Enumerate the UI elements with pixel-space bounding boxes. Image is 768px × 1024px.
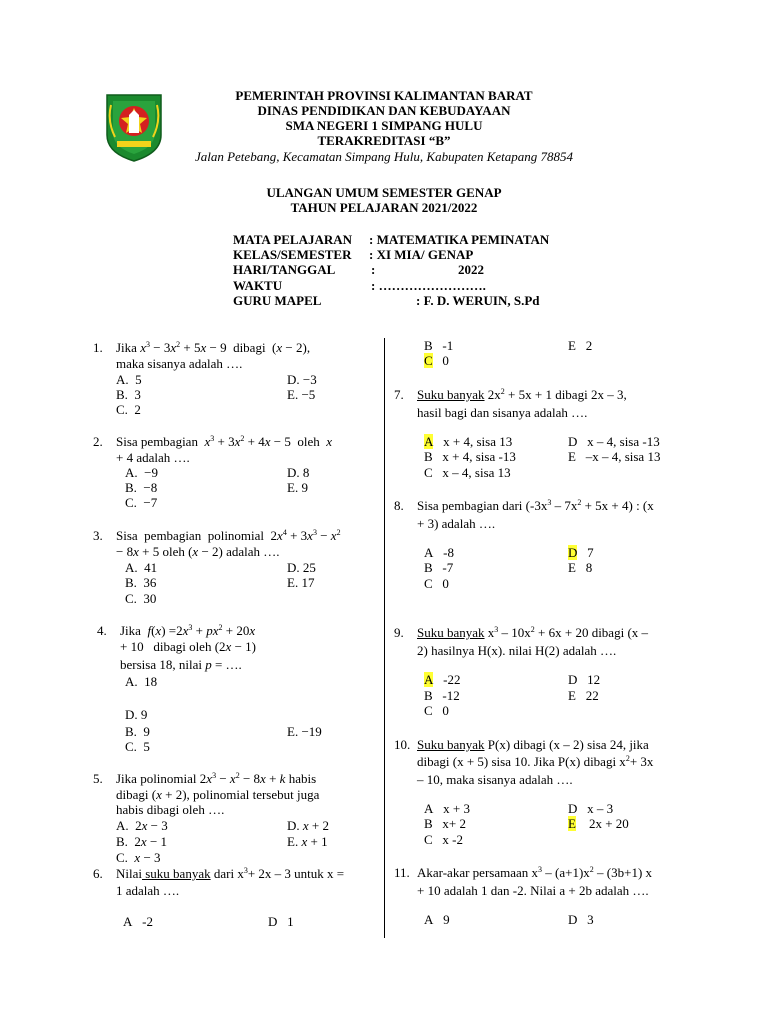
question-5-text-2: dibagi (x + 2), polinomial tersebut juga: [116, 787, 320, 802]
q11-option-a[interactable]: A 9: [424, 912, 450, 927]
question-7: 7.: [394, 387, 404, 402]
q4-option-a[interactable]: A. 18: [125, 674, 158, 689]
column-divider: [384, 338, 385, 938]
q1-option-d[interactable]: D. −3: [287, 372, 317, 387]
q4-option-b[interactable]: B. 9: [125, 724, 150, 739]
q1-option-e[interactable]: E. −5: [287, 387, 316, 402]
q9-option-c[interactable]: C 0: [424, 703, 449, 718]
question-4-text: Jika $f(x) =2x^3 + px^2 + 20x$: [120, 623, 256, 638]
question-4: 4.: [97, 623, 107, 638]
q8-option-a[interactable]: A -8: [424, 545, 454, 560]
q7-option-e[interactable]: E –x – 4, sisa 13: [568, 449, 661, 464]
question-8-text: Sisa pembagian dari $(-3x^3 - 7x^2 + 5x + 4)$ : (x: [417, 498, 654, 513]
question-4-text-3: bersisa 18, nilai p = ….: [120, 657, 242, 672]
q6-option-d[interactable]: D 1: [268, 914, 294, 929]
question-7-text: Suku banyak $2x^2 + 5x + 1$ dibagi 2x – 3,: [417, 387, 627, 402]
question-3-text-2: − 8x + 5 oleh (x − 2) adalah ….: [116, 544, 280, 559]
q1-option-c[interactable]: C. 2: [116, 402, 141, 417]
q5-option-a[interactable]: A. 2x − 3: [116, 818, 168, 833]
question-5-text-3: habis dibagi oleh ….: [116, 802, 225, 817]
q10-option-e[interactable]: E 2x + 20: [568, 816, 629, 831]
question-6-text: Nilai suku banyak dari $x^3+ 2x - 3$ untuk x =: [116, 866, 345, 881]
question-8-text-2: + 3) adalah ….: [417, 516, 496, 531]
q9-option-e[interactable]: E 22: [568, 688, 599, 703]
q10-option-b[interactable]: B x+ 2: [424, 816, 467, 831]
q1-option-b[interactable]: B. 3: [116, 387, 141, 402]
q8-option-d[interactable]: D 7: [568, 545, 594, 560]
question-8: 8.: [394, 498, 404, 513]
q4-option-e[interactable]: E. −19: [287, 724, 322, 739]
q5-option-c[interactable]: C. x − 3: [116, 850, 161, 865]
info-value-date: :: [371, 262, 376, 277]
question-9: 9.: [394, 625, 404, 640]
question-11: 11.: [394, 865, 410, 880]
question-5-text: Jika polinomial $2x^3 - x^2 - 8x + k$ habis: [116, 771, 317, 786]
q6-option-b[interactable]: B -1: [424, 338, 454, 353]
header-line-accreditation: TERAKREDITASI “B”: [317, 133, 451, 148]
q7-option-b[interactable]: B x + 4, sisa -13: [424, 449, 516, 464]
q4-option-d[interactable]: D. 9: [125, 707, 148, 722]
q9-option-b[interactable]: B -12: [424, 688, 460, 703]
header-line-dinas: DINAS PENDIDIKAN DAN KEBUDAYAAN: [257, 103, 511, 118]
q11-option-d[interactable]: D 3: [568, 912, 594, 927]
question-2-text-2: + 4 adalah ….: [116, 450, 190, 465]
q3-option-d[interactable]: D. 25: [287, 560, 316, 575]
q5-option-b[interactable]: B. 2x − 1: [116, 834, 168, 849]
info-value-class: : XI MIA/ GENAP: [369, 247, 474, 262]
q6-option-c[interactable]: C 0: [424, 353, 449, 368]
question-9-text: Suku banyak $x^3 - 10x^2 + 6x + 20$ dibagi (x –: [417, 625, 649, 640]
info-date-year: 2022: [458, 262, 484, 277]
q6-option-e[interactable]: E 2: [568, 338, 593, 353]
info-value-teacher: : F. D. WERUIN, S.Pd: [416, 293, 540, 308]
q2-option-d[interactable]: D. 8: [287, 465, 310, 480]
q7-option-c[interactable]: C x – 4, sisa 13: [424, 465, 511, 480]
q7-option-a[interactable]: A x + 4, sisa 13: [424, 434, 513, 449]
q2-option-b[interactable]: B. −8: [125, 480, 158, 495]
info-label-date: HARI/TANGGAL: [233, 262, 336, 277]
q6-option-a[interactable]: A -2: [123, 914, 153, 929]
question-10: 10.: [394, 737, 411, 752]
question-11-text-2: + 10 adalah 1 dan -2. Nilai a + 2b adalah ….: [417, 883, 649, 898]
info-label-class: KELAS/SEMESTER: [233, 247, 352, 262]
question-4-text-2: + 10 dibagi oleh (2x − 1): [120, 639, 256, 654]
q10-option-a[interactable]: A x + 3: [424, 801, 470, 816]
info-label-teacher: GURU MAPEL: [233, 293, 322, 308]
exam-title: ULANGAN UMUM SEMESTER GENAP: [266, 185, 502, 200]
q3-option-b[interactable]: B. 36: [125, 575, 157, 590]
question-11-text: Akar-akar persamaan $x^3 - (a+1)x^2 - (3b+1)$ x: [417, 865, 653, 880]
q9-option-d[interactable]: D 12: [568, 672, 601, 687]
q10-option-c[interactable]: C x -2: [424, 832, 463, 847]
question-6: 6.: [93, 866, 103, 881]
question-10-text-2: dibagi (x + 5) sisa 10. Jika P(x) dibagi $x^2+ 3x$: [417, 754, 654, 769]
question-5: 5.: [93, 771, 103, 786]
q2-option-e[interactable]: E. 9: [287, 480, 308, 495]
info-value-time: : …………………….: [371, 278, 486, 293]
q1-option-a[interactable]: A. 5: [116, 372, 142, 387]
q9-option-a[interactable]: A -22: [424, 672, 461, 687]
question-7-text-2: hasil bagi dan sisanya adalah ….: [417, 405, 588, 420]
q8-option-b[interactable]: B -7: [424, 560, 454, 575]
info-label-subject: MATA PELAJARAN: [233, 232, 353, 247]
question-2-text: Sisa pembagian $x^3 + 3x^2 + 4x - 5$ oleh x: [116, 434, 332, 449]
q3-option-e[interactable]: E. 17: [287, 575, 315, 590]
exam-year: TAHUN PELAJARAN 2021/2022: [290, 200, 478, 215]
info-label-time: WAKTU: [233, 278, 283, 293]
q2-option-a[interactable]: A. −9: [125, 465, 158, 480]
q4-option-c[interactable]: C. 5: [125, 739, 150, 754]
q10-option-d[interactable]: D x – 3: [568, 801, 614, 816]
question-1: 1.: [93, 340, 103, 355]
question-1-text-2: maka sisanya adalah ….: [116, 356, 243, 371]
question-3: 3.: [93, 528, 103, 543]
q2-option-c[interactable]: C. −7: [125, 495, 158, 510]
q8-option-e[interactable]: E 8: [568, 560, 593, 575]
header-line-school: SMA NEGERI 1 SIMPANG HULU: [285, 118, 483, 133]
question-10-text-3: – 10, maka sisanya adalah ….: [417, 772, 573, 787]
q5-option-e[interactable]: E. x + 1: [287, 834, 328, 849]
question-1-text: Jika $x^3 - 3x^2 + 5x - 9$ dibagi (x − 2),: [116, 340, 311, 355]
header-address: Jalan Petebang, Kecamatan Simpang Hulu, Kabupaten Ketapang 78854: [194, 149, 574, 164]
info-value-subject: : MATEMATIKA PEMINATAN: [369, 232, 550, 247]
q7-option-d[interactable]: D x – 4, sisa -13: [568, 434, 660, 449]
question-10-text: Suku banyak P(x) dibagi (x – 2) sisa 24, jika: [417, 737, 649, 752]
question-2: 2.: [93, 434, 103, 449]
question-3-text: Sisa pembagian polinomial $2x^4 + 3x^3 - x^2$: [116, 528, 341, 543]
question-6-text-2: 1 adalah ….: [116, 883, 180, 898]
q8-option-c[interactable]: C 0: [424, 576, 449, 591]
question-9-text-2: 2) hasilnya H(x). nilai H(2) adalah ….: [417, 643, 617, 658]
q5-option-d[interactable]: D. x + 2: [287, 818, 330, 833]
q3-option-c[interactable]: C. 30: [125, 591, 157, 606]
header-line-province: PEMERINTAH PROVINSI KALIMANTAN BARAT: [235, 88, 533, 103]
q3-option-a[interactable]: A. 41: [125, 560, 158, 575]
